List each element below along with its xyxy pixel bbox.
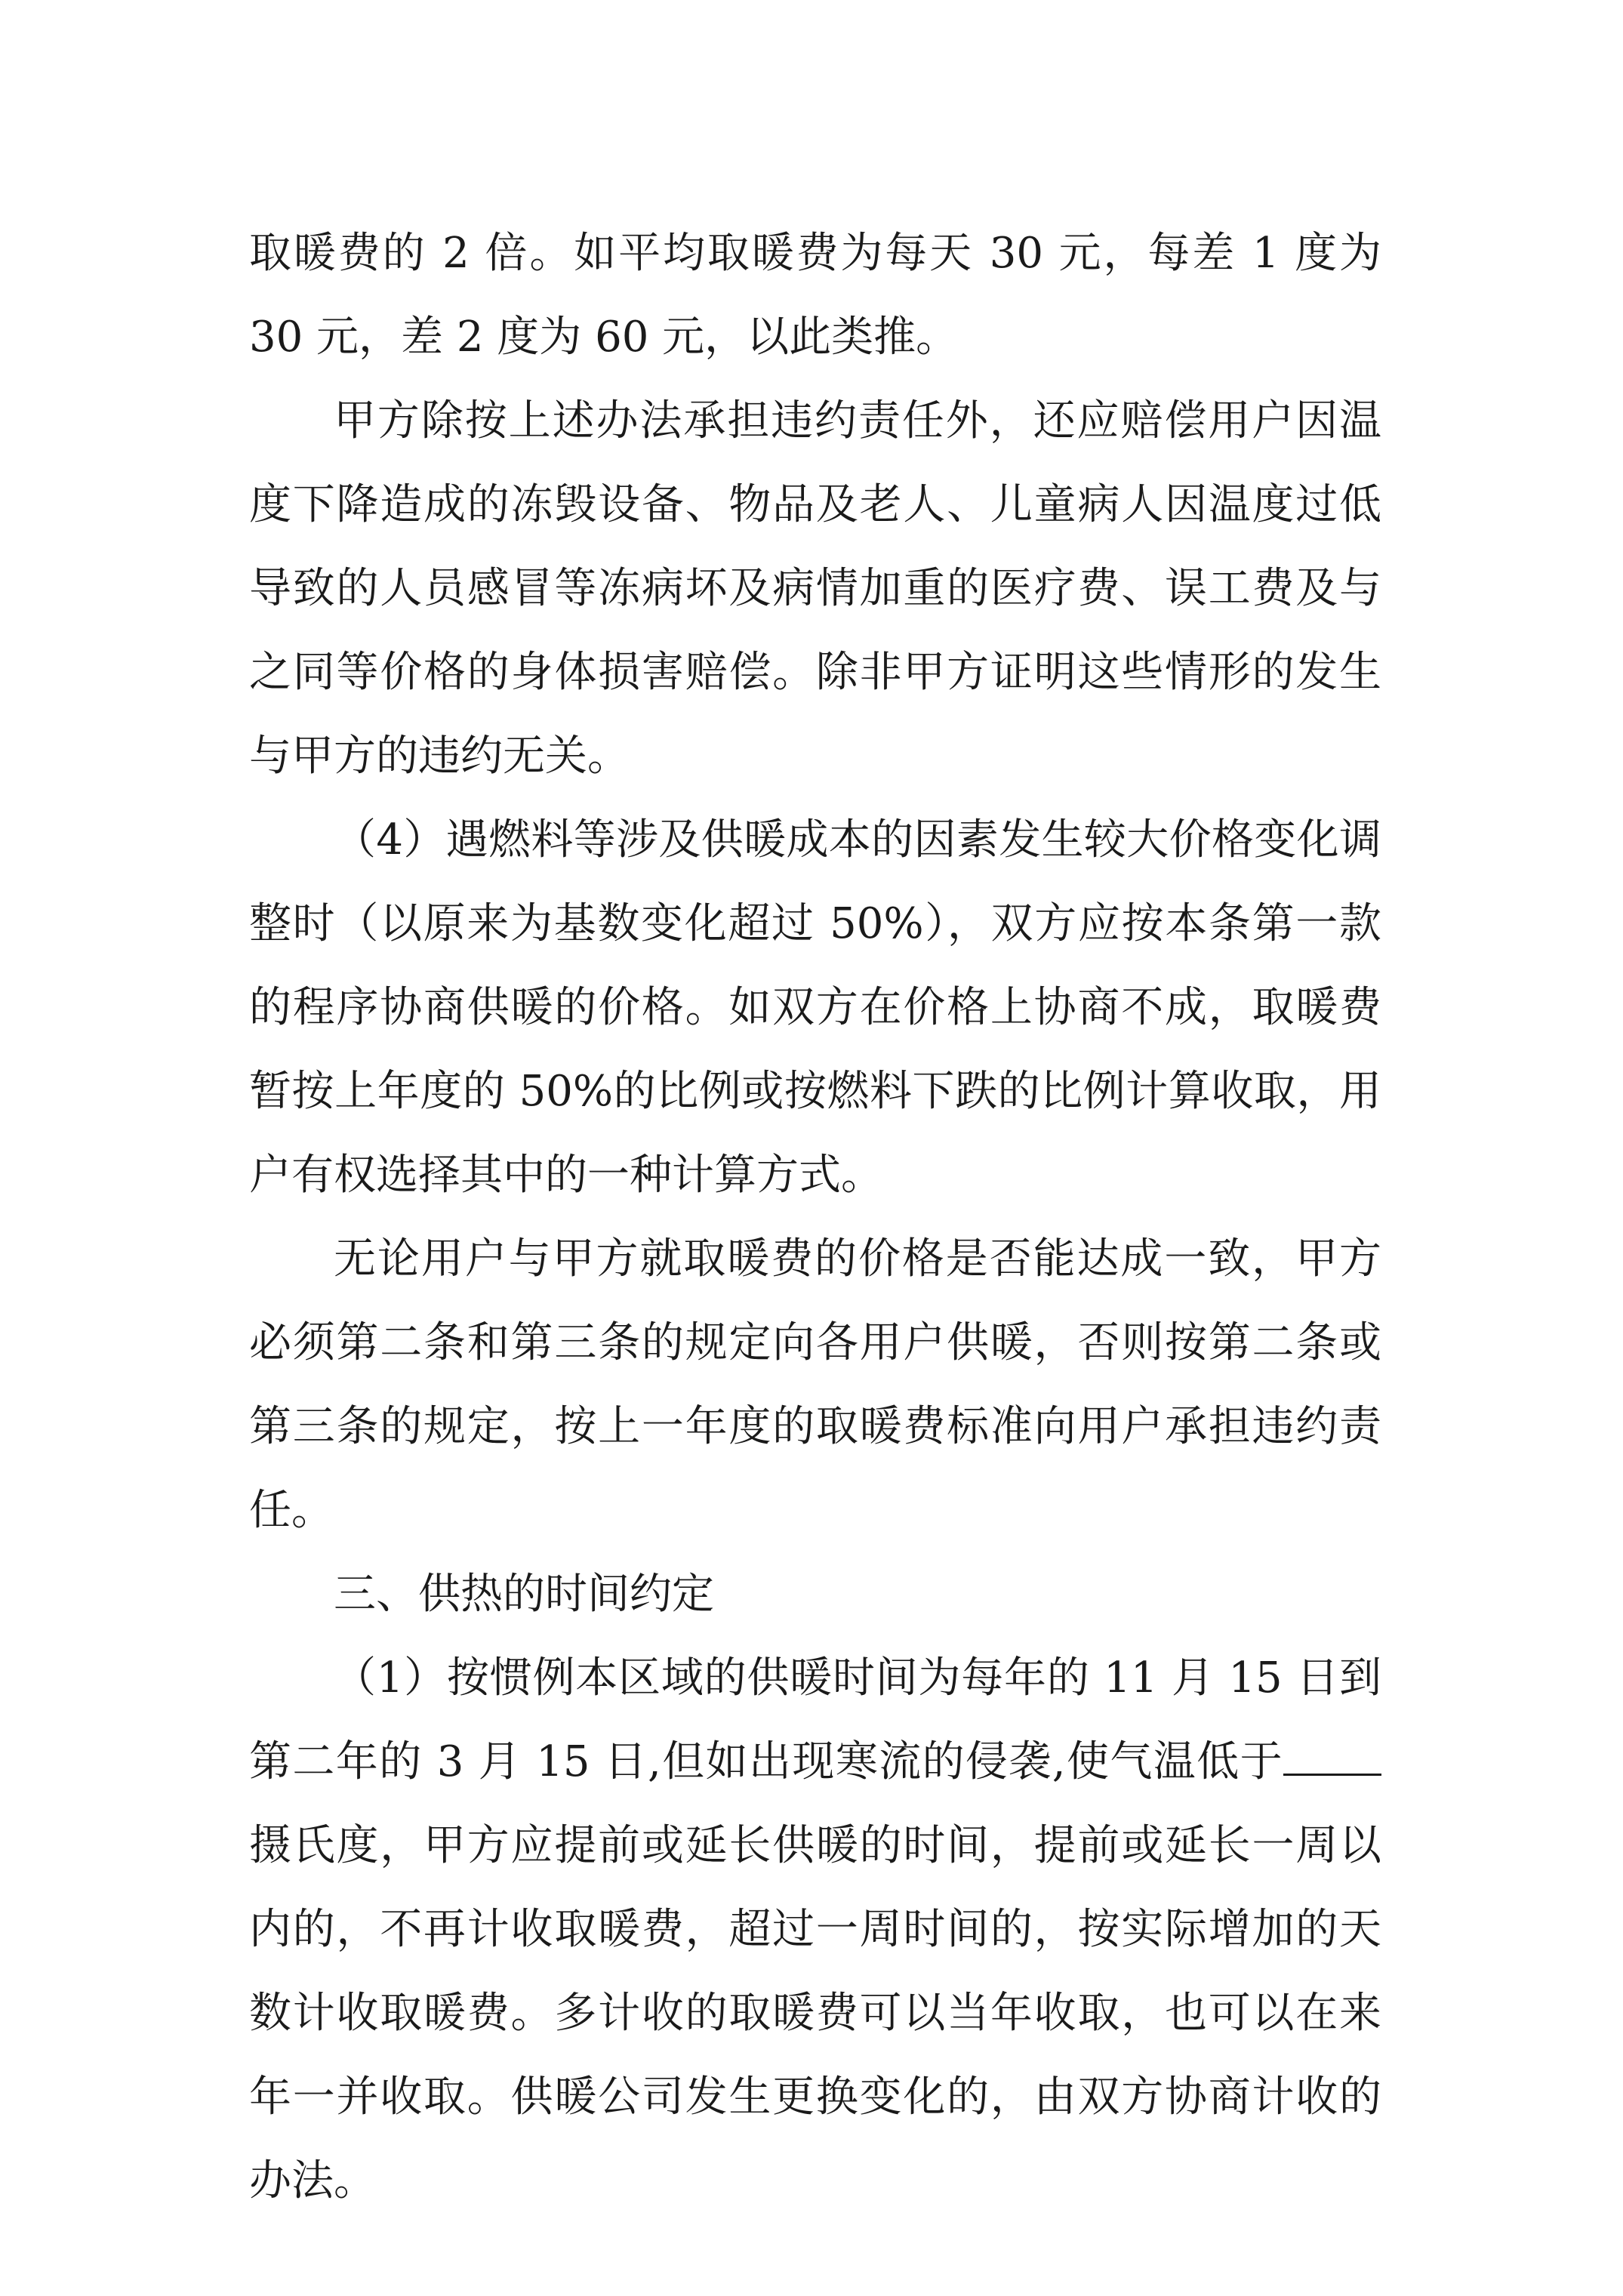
paragraph-fuel-price-adjustment: （4）遇燃料等涉及供暖成本的因素发生较大价格变化调整时（以原来为基数变化超过 50%），双方应按本条第一款的程序协商供暖的价格。如双方在价格上协商不成，取暖费暂按上年度的 50%的比例或按燃料下跌的比例计算收取，用户有权选择其中的一种计算方式。 xyxy=(249,815,1381,1200)
paragraph-heating-period xyxy=(249,1636,1381,2223)
temperature-blank-line xyxy=(1283,1736,1381,1776)
heating-period-text-end: 摄氏度，甲方应提前或延长供暖的时间，提前或延长一周以内的，不再计收取暖费，超过一周时间的，按实际增加的天数计收取暖费。多计收的取暖费可以当年收取，也可以在来年一并收取。供暖公司发生更换变化的，由双方协商计收的办法。 xyxy=(249,1821,1381,2205)
paragraph-damage-compensation: 甲方除按上述办法承担违约责任外，还应赔偿用户因温度下降造成的冻毁设备、物品及老人、儿童病人因温度过低导致的人员感冒等冻病坏及病情加重的医疗费、误工费及与之同等价格的身体损害赔偿。除非甲方证明这些情形的发生与甲方的违约无关。 xyxy=(249,396,1381,781)
heating-period-text-start: （1）按惯例本区域的供暖时间为每年的 11 月 15 日到第二年的 3 月 15 日,但如出现寒流的侵袭,使气温低于 xyxy=(249,1653,1381,1786)
document-body xyxy=(249,211,1381,2223)
paragraph-heating-fee-penalty: 取暖费的 2 倍。如平均取暖费为每天 30 元，每差 1 度为 30 元，差 2 度为 60 元，以此类推。 xyxy=(249,229,1381,362)
paragraph-supply-obligation: 无论用户与甲方就取暖费的价格是否能达成一致，甲方必须第二条和第三条的规定向各用户供暖，否则按第二条或第三条的规定，按上一年度的取暖费标准向用户承担违约责任。 xyxy=(249,1234,1381,1535)
section-heading-heating-time: 三、供热的时间约定 xyxy=(334,1570,714,1619)
